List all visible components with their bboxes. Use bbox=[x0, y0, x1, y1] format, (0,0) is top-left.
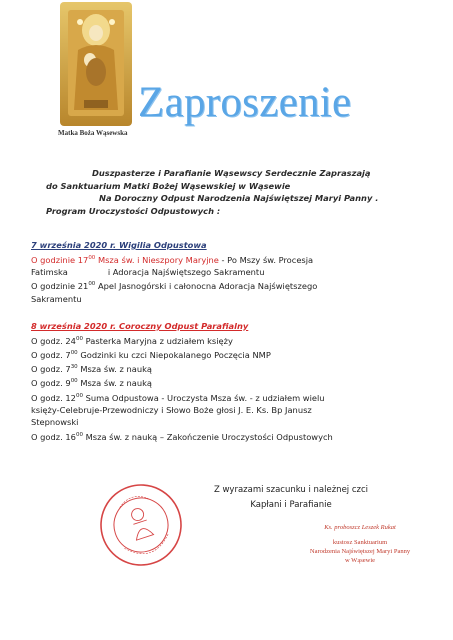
program-line: O godz. $24^{00}$ Pasterka Maryjna z udziałem księży bbox=[31, 335, 233, 346]
signature-line: w Wąsewie bbox=[344, 557, 376, 564]
signature-line: Narodzenia Najświętszej Maryi Panny bbox=[309, 548, 411, 555]
intro-line: do Sanktuarium Matki Bożej Wąsewskiej w Wąsewie bbox=[46, 180, 291, 191]
closing-regards bbox=[186, 483, 396, 513]
regards-line: Z wyrazami szacunku i należnej czci bbox=[213, 485, 369, 495]
intro-line: Program Uroczystości Odpustowych : bbox=[46, 205, 221, 216]
program-line: Stepnowski bbox=[31, 417, 79, 428]
madonna-icon-image bbox=[56, 0, 136, 128]
section-heading: 7 września 2020 r. Wigilia Odpustowa bbox=[31, 240, 207, 250]
page-title: Zaproszenie bbox=[138, 79, 352, 126]
program-line: księży-Celebruje-Przewodniczy i Słowo Boże głosi J. E. Ks. Bp Janusz bbox=[31, 404, 312, 415]
section-feast bbox=[31, 320, 436, 443]
parish-stamp bbox=[96, 480, 186, 570]
icon-caption: Matka Boża Wąsewska bbox=[58, 129, 128, 137]
signature-line: Ks. proboszcz Leszek Rukat bbox=[324, 524, 396, 531]
program-line: Sakramentu bbox=[31, 293, 82, 304]
intro-block bbox=[46, 167, 436, 217]
program-line: Fatimska i Adoracja Najświętszego Sakramentu bbox=[31, 266, 265, 277]
section-vigil bbox=[31, 239, 436, 305]
program-line: O godzinie $21^{00}$ Apel Jasnogórski i całonocna Adoracja Najświętszego bbox=[31, 281, 318, 292]
program-line: O godz. $7^{30}$ Msza św. z nauką bbox=[31, 363, 152, 374]
intro-line: Na Doroczny Odpust Narodzenia Najświętszej Maryi Panny . bbox=[99, 193, 379, 203]
program-line: O godz. $16^{00}$ Msza św. z nauką – Zakończenie Uroczystości Odpustowych bbox=[31, 431, 333, 442]
regards-line: Kapłani i Parafianie bbox=[250, 500, 332, 510]
signature-line: kustosz Sanktuarium bbox=[332, 539, 388, 546]
program-line: O godz. $9^{00}$ Msza św. z nauką bbox=[31, 378, 152, 389]
program-line: O godz. $12^{00}$ Suma Odpustowa - Uroczysta Msza św. - z udziałem wielu bbox=[31, 392, 325, 403]
section-heading: 8 września 2020 r. Coroczny Odpust Parafialny bbox=[31, 321, 249, 331]
program-line: O godz. $7^{00}$ Godzinki ku czci Niepokalanego Poczęcia NMP bbox=[31, 349, 271, 360]
pastor-signature-stamp bbox=[300, 523, 420, 565]
program-line: O godzinie $17^{00}$ Msza św. i Nieszpory Maryjne - Po Mszy św. Procesja bbox=[31, 254, 314, 265]
intro-line: Duszpasterze i Parafianie Wąsewscy Serdecznie Zapraszają bbox=[92, 168, 371, 178]
